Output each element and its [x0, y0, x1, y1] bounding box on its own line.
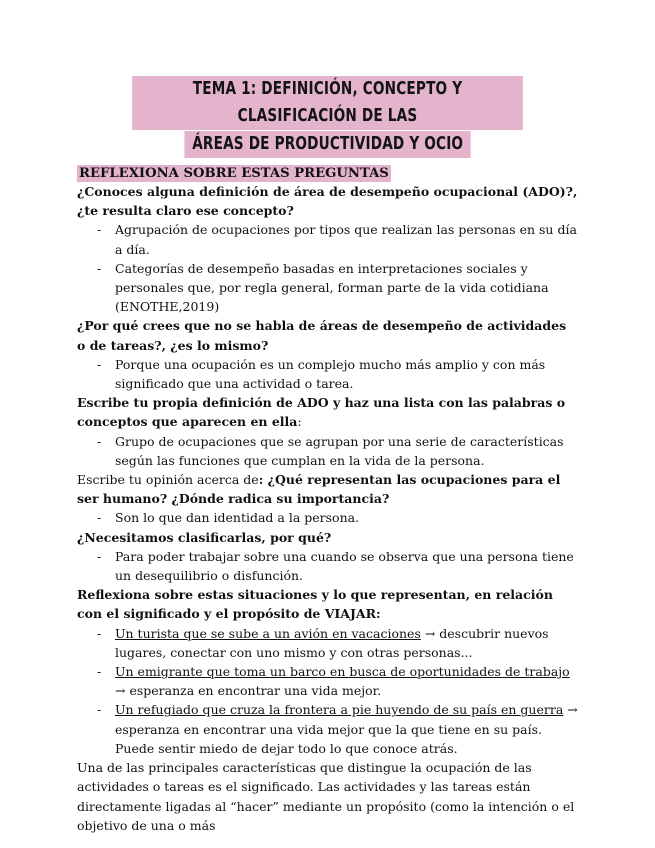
situation-meaning: → esperanza en encontrar una vida mejor que la que tiene en su país. Puede sentir miedo de dejar todo lo que conoce atrás.: [115, 702, 578, 756]
question-4: [77, 470, 578, 508]
question-6: Reflexiona sobre estas situaciones y lo que representan, en relación con el significado y el propósito de VIAJAR:: [77, 587, 553, 622]
document-title: [77, 0, 578, 158]
title-line-1: TEMA 1: DEFINICIÓN, CONCEPTO Y CLASIFICACIÓN DE LAS: [132, 76, 523, 130]
question-2: ¿Por qué crees que no se habla de áreas de desempeño de actividades o de tareas?, ¿es lo mismo?: [77, 318, 567, 353]
situation-meaning: → descubrir nuevos lugares, conectar con uno mismo y con otras personas...: [115, 625, 549, 660]
answer-item: - Porque una ocupación es un complejo mucho más amplio y con más significado que una actividad o tarea.: [115, 355, 578, 393]
closing-paragraph: Una de las principales características que distingue la ocupación de las actividades o tareas es el significado. Las actividades y las tareas están directamente ligadas al “hacer” mediante un propósito (como la intención o el objetivo de una o más: [77, 760, 575, 833]
answer-item: - Agrupación de ocupaciones por tipos que realizan las personas en su día a día.: [115, 220, 578, 258]
title-line-2: ÁREAS DE PRODUCTIVIDAD Y OCIO: [184, 131, 471, 158]
answer-list-3: [77, 432, 578, 470]
answer-item: - Categorías de desempeño basadas en interpretaciones sociales y personales que, por regla general, forman parte de la vida cotidiana (ENOTHE,2019): [115, 259, 578, 317]
situation-subject: Un refugiado que cruza la frontera a pie huyendo de su país en guerra: [115, 702, 564, 718]
document-body: [77, 182, 578, 835]
answer-item: - Son lo que dan identidad a la persona.: [115, 508, 578, 527]
question-3-suffix: :: [297, 414, 302, 430]
answer-item: - Para poder trabajar sobre una cuando se observa que una persona tiene un desequilibrio o disfunción.: [115, 547, 578, 585]
answer-list-4: [77, 508, 578, 527]
situation-list: [77, 624, 578, 758]
situation-item: [115, 662, 578, 700]
situation-subject: Un turista que se sube a un avión en vacaciones: [115, 625, 421, 641]
answer-list-1: [77, 220, 578, 316]
situation-item: [115, 700, 578, 758]
situation-item: [115, 624, 578, 662]
question-1: ¿Conoces alguna definición de área de desempeño ocupacional (ADO)?, ¿te resulta claro ese concepto?: [77, 184, 578, 219]
question-3: [77, 393, 578, 431]
answer-list-5: [77, 547, 578, 585]
situation-meaning: → esperanza en encontrar una vida mejor.: [115, 683, 382, 699]
question-3-text: Escribe tu propia definición de ADO y haz una lista con las palabras o conceptos que aparecen en ella: [77, 395, 566, 430]
question-4-lead: Escribe tu opinión acerca de: [77, 472, 259, 488]
situation-subject: Un emigrante que toma un barco en busca de oportunidades de trabajo: [115, 664, 570, 680]
question-4-text: : ¿Qué representan las ocupaciones para el ser humano? ¿Dónde radica su importancia?: [77, 472, 561, 507]
answer-item: - Grupo de ocupaciones que se agrupan por una serie de características según las funciones que cumplan en la vida de la persona.: [115, 432, 578, 470]
question-5: ¿Necesitamos clasificarlas, por qué?: [77, 529, 332, 545]
answer-list-2: [77, 355, 578, 393]
section-heading: REFLEXIONA SOBRE ESTAS PREGUNTAS: [79, 166, 389, 181]
